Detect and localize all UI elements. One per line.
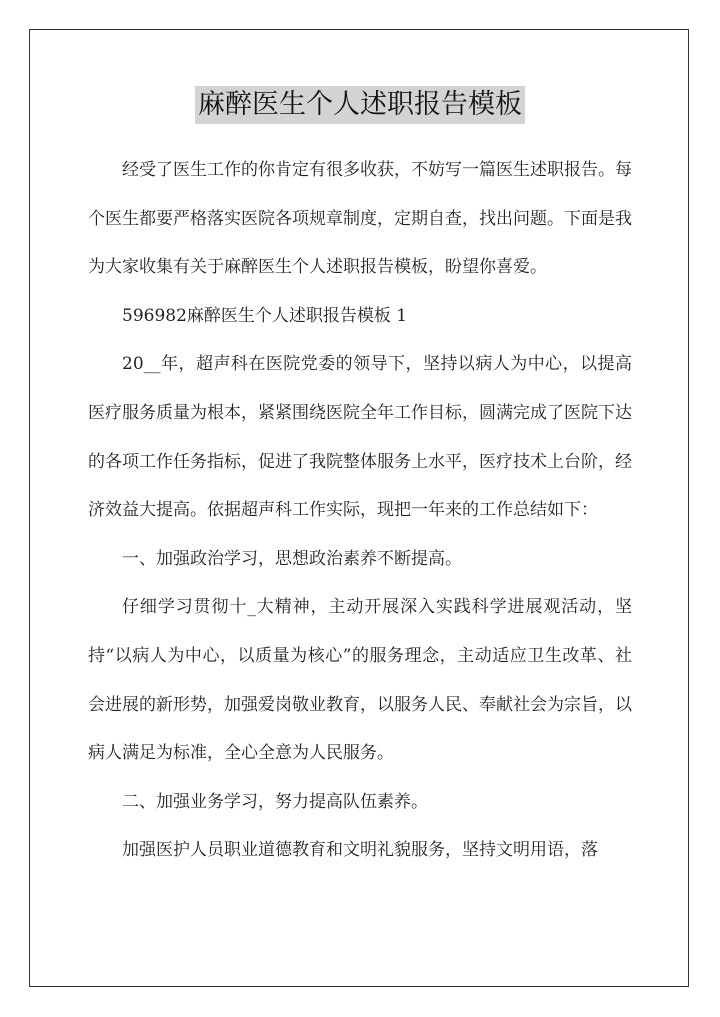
paragraph-intro: 经受了医生工作的你肯定有很多收获，不妨写一篇医生述职报告。每个医生都要严格落实医院各项规章制度，定期自查，找出问题。下面是我为大家收集有关于麻醉医生个人述职报告模板，盼望你喜爱。: [88, 160, 632, 278]
section-heading-professional: 二、加强业务学习，努力提高队伍素养。: [122, 791, 428, 812]
paragraph-summary: 20__年，超声科在医院党委的领导下，坚持以病人为中心，以提高医疗服务质量为根本，紧紧围绕医院全年工作目标，圆满完成了医院下达的各项工作任务指标，促进了我院整体服务上水平，医疗技术上台阶，经济效益大提高。依据超声科工作实际，现把一年来的工作总结如下：: [88, 354, 632, 521]
paragraph-political: 仔细学习贯彻十_大精神，主动开展深入实践科学进展观活动，坚持“以病人为中心，以质量为核心”的服务理念，主动适应卫生改革、社会进展的新形势，加强爱岗敬业教育，以服务人民、奉献社会为宗旨，以病人满足为标准，全心全意为人民服务。: [88, 597, 632, 764]
section-heading-political: 一、加强政治学习，思想政治素养不断提高。: [122, 548, 462, 569]
document-title: 麻醉医生个人述职报告模板: [195, 86, 525, 124]
paragraph-professional: 加强医护人员职业道德教育和文明礼貌服务，坚持文明用语，落: [122, 840, 598, 861]
paragraph-subheading: 596982麻醉医生个人述职报告模板 1: [122, 305, 408, 326]
title-container: [0, 86, 720, 124]
document-body: [88, 146, 632, 875]
